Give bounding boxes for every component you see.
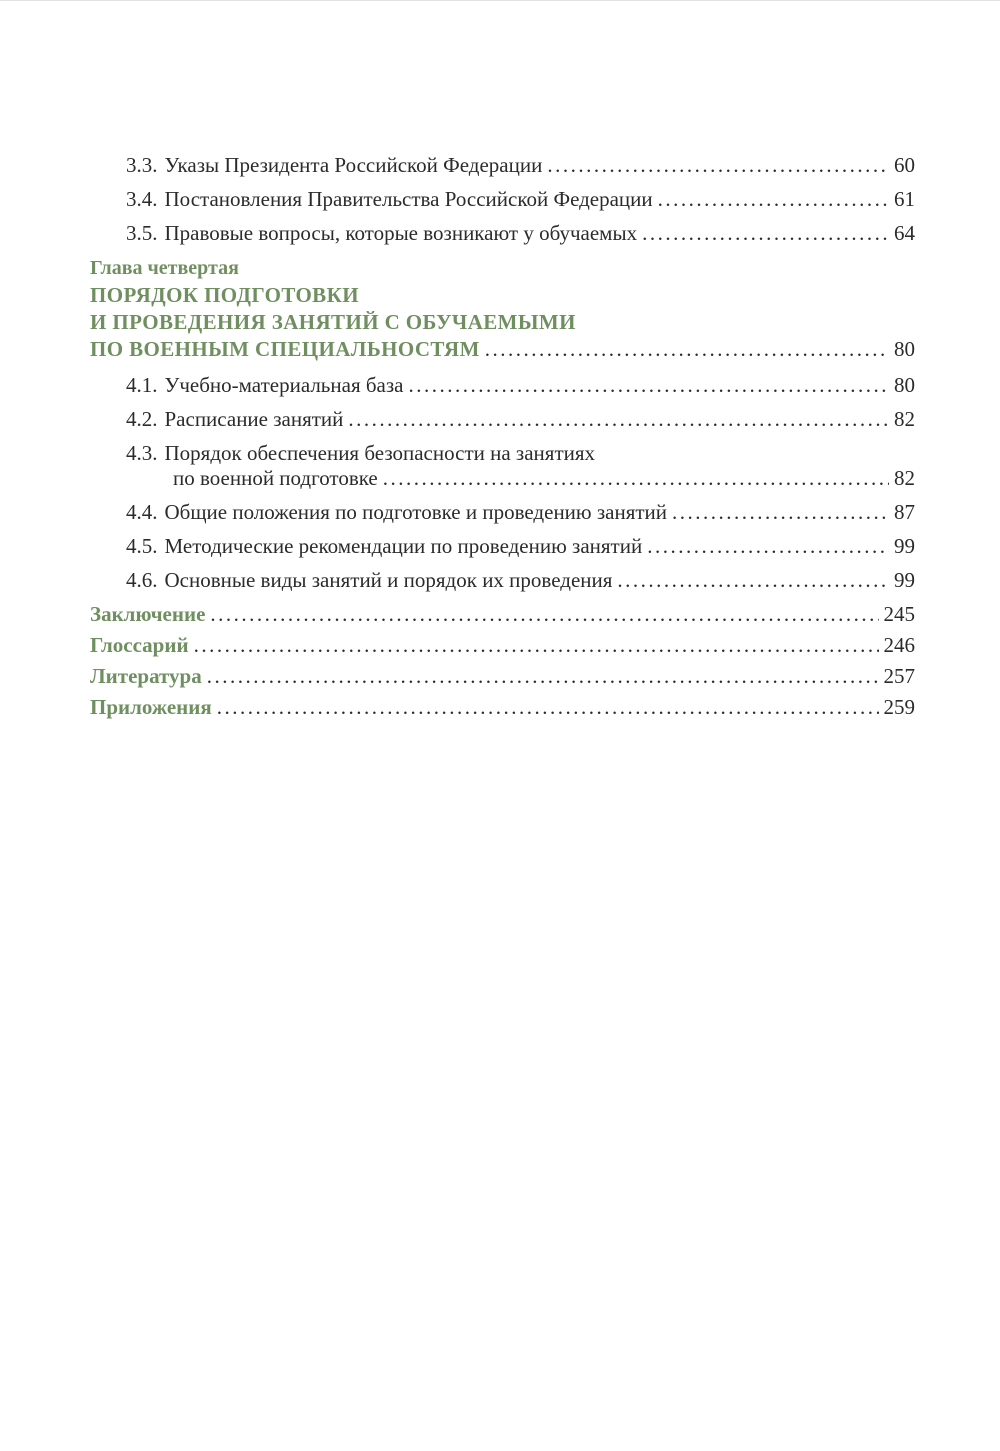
toc-entry-title: Заключение	[90, 602, 206, 626]
dot-leader	[672, 500, 889, 525]
toc-entry-4-2	[90, 407, 915, 432]
dot-leader	[485, 336, 889, 363]
toc-entry-page: 246	[883, 633, 915, 657]
toc-entry-title: Расписание занятий	[164, 407, 344, 431]
chapter4-entries	[90, 373, 915, 593]
dot-leader	[217, 695, 879, 720]
toc-entry-number: 4.3.	[126, 441, 158, 465]
toc-entry-3-3	[90, 153, 915, 178]
toc-entry-number: 4.5.	[126, 534, 158, 558]
dot-leader	[547, 153, 889, 178]
toc-entry-page: 64	[894, 221, 915, 245]
dot-leader	[210, 602, 878, 627]
toc-entry-title-continuation: по военной подготовке	[173, 466, 378, 490]
toc-entry-4-1	[90, 373, 915, 398]
toc-entry-title: Учебно-материальная база	[164, 373, 404, 397]
toc-entry-4-5	[90, 534, 915, 559]
toc-entry-number: 4.1.	[126, 373, 158, 397]
toc-entry-number: 4.2.	[126, 407, 158, 431]
toc-entry-page: 80	[894, 373, 915, 397]
toc-entry-title: Приложения	[90, 695, 212, 719]
toc-entry-page: 60	[894, 153, 915, 177]
toc-entry-appendices	[90, 695, 915, 720]
toc-entry-number: 3.5.	[126, 221, 158, 245]
toc-entry-title: Правовые вопросы, которые возникают у обучаемых	[164, 221, 638, 245]
toc-entry-title: Методические рекомендации по проведению занятий	[164, 534, 643, 558]
chapter-title-line: И ПРОВЕДЕНИЯ ЗАНЯТИЙ С ОБУЧАЕМЫМИ	[90, 310, 576, 334]
toc-entry-page: 61	[894, 187, 915, 211]
chapter-label: Глава четвертая	[90, 257, 239, 279]
toc-entry-page: 82	[894, 466, 915, 490]
toc-entry-page: 82	[894, 407, 915, 431]
toc-entry-title: Основные виды занятий и порядок их проведения	[164, 568, 613, 592]
toc-entry-page: 259	[883, 695, 915, 719]
toc-entry-title: Постановления Правительства Российской Федерации	[164, 187, 653, 211]
toc-entry-page: 99	[894, 534, 915, 558]
toc-entry-4-4	[90, 500, 915, 525]
dot-leader	[348, 407, 889, 432]
toc-entry-conclusion	[90, 602, 915, 627]
dot-leader	[647, 534, 889, 559]
dot-leader	[194, 633, 879, 658]
toc-entry-number: 3.3.	[126, 153, 158, 177]
toc-entry-glossary	[90, 633, 915, 658]
toc-entry-3-5	[90, 221, 915, 246]
chapter4-heading	[90, 255, 915, 363]
toc-entry-page: 87	[894, 500, 915, 524]
toc-entry-number: 4.6.	[126, 568, 158, 592]
toc-entry-4-3-line1	[90, 441, 915, 466]
toc-entry-number: 4.4.	[126, 500, 158, 524]
toc-entry-number: 3.4.	[126, 187, 158, 211]
chapter-title-line: ПОРЯДОК ПОДГОТОВКИ	[90, 283, 359, 307]
dot-leader	[207, 664, 879, 689]
toc-entry-page: 245	[883, 602, 915, 626]
dot-leader	[658, 187, 889, 212]
chapter-title-line-with-page	[90, 336, 915, 363]
dot-leader	[383, 466, 889, 491]
toc-entry-4-3-line2	[90, 466, 915, 491]
toc-entry-page: 99	[894, 568, 915, 592]
toc-entry-title: Глоссарий	[90, 633, 189, 657]
toc-entry-title: Порядок обеспечения безопасности на занятиях	[164, 441, 596, 465]
toc-entry-title: Общие положения по подготовке и проведению занятий	[164, 500, 668, 524]
toc-entry-title: Литература	[90, 664, 202, 688]
back-matter-entries	[90, 602, 915, 720]
dot-leader	[617, 568, 889, 593]
toc-entry-4-6	[90, 568, 915, 593]
chapter-title-line: ПО ВОЕННЫМ СПЕЦИАЛЬНОСТЯМ	[90, 337, 480, 361]
toc-entry-3-4	[90, 187, 915, 212]
dot-leader	[642, 221, 889, 246]
toc-entry-page: 257	[883, 664, 915, 688]
toc-entry-page: 80	[894, 337, 915, 361]
chapter3-entries	[90, 153, 915, 246]
dot-leader	[408, 373, 889, 398]
toc-entry-title: Указы Президента Российской Федерации	[164, 153, 543, 177]
toc-entry-literature	[90, 664, 915, 689]
